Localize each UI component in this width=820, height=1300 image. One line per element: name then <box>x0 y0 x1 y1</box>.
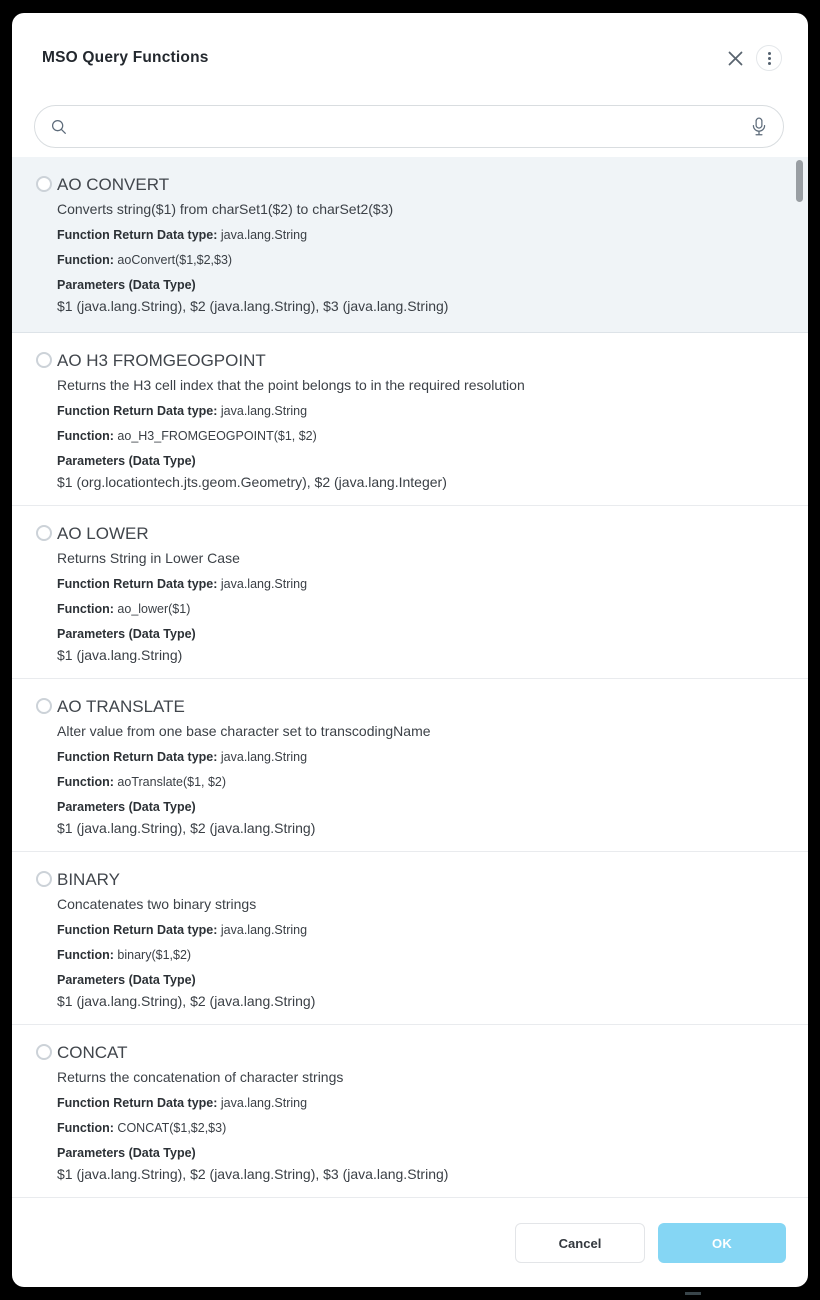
function-radio-button[interactable] <box>36 698 52 714</box>
search-bar <box>34 105 784 148</box>
function-signature-value: aoTranslate($1, $2) <box>117 775 227 789</box>
function-signature-value: aoConvert($1,$2,$3) <box>117 253 233 267</box>
function-signature-row <box>57 252 768 269</box>
parameters-value: $1 (java.lang.String), $2 (java.lang.String) <box>57 820 316 836</box>
close-button[interactable] <box>724 47 746 69</box>
function-return-type-row <box>57 576 768 593</box>
function-name: AO CONVERT <box>57 175 170 194</box>
vertical-dots-icon <box>768 52 771 65</box>
function-label: Function: <box>57 429 114 443</box>
function-return-type-row <box>57 749 768 766</box>
function-description: Returns the H3 cell index that the point belongs to in the required resolution <box>57 377 525 393</box>
function-name: CONCAT <box>57 1043 128 1062</box>
scrollbar-thumb[interactable] <box>796 160 803 202</box>
background-dash <box>685 1292 701 1295</box>
function-radio-button[interactable] <box>36 352 52 368</box>
function-return-type-row <box>57 1095 768 1112</box>
function-signature-row <box>57 774 768 791</box>
function-list-item[interactable] <box>12 679 808 852</box>
function-return-type-row <box>57 403 768 420</box>
function-name: AO TRANSLATE <box>57 697 185 716</box>
mso-query-functions-dialog <box>12 13 808 1287</box>
function-signature-value: ao_H3_FROMGEOGPOINT($1, $2) <box>117 429 317 443</box>
ok-button[interactable]: OK <box>658 1223 786 1263</box>
function-radio-button[interactable] <box>36 525 52 541</box>
function-list-item[interactable] <box>12 506 808 679</box>
parameters-value: $1 (java.lang.String), $2 (java.lang.String) <box>57 993 316 1009</box>
parameters-label: Parameters (Data Type) <box>57 800 196 814</box>
return-type-label: Function Return Data type: <box>57 923 218 937</box>
parameters-label: Parameters (Data Type) <box>57 1146 196 1160</box>
parameters-label: Parameters (Data Type) <box>57 278 196 292</box>
parameters-value: $1 (java.lang.String), $2 (java.lang.String), $3 (java.lang.String) <box>57 1166 449 1182</box>
function-description: Returns String in Lower Case <box>57 550 240 566</box>
function-radio-button[interactable] <box>36 1044 52 1060</box>
function-signature-value: CONCAT($1,$2,$3) <box>117 1121 227 1135</box>
dialog-title: MSO Query Functions <box>42 49 209 66</box>
function-radio-button[interactable] <box>36 871 52 887</box>
return-type-label: Function Return Data type: <box>57 577 218 591</box>
function-signature-row <box>57 428 768 445</box>
function-return-type-row <box>57 227 768 244</box>
function-description: Converts string($1) from charSet1($2) to charSet2($3) <box>57 201 394 217</box>
return-type-label: Function Return Data type: <box>57 404 218 418</box>
return-type-label: Function Return Data type: <box>57 1096 218 1110</box>
function-list <box>12 157 808 1223</box>
parameters-label: Parameters (Data Type) <box>57 454 196 468</box>
parameters-label: Parameters (Data Type) <box>57 973 196 987</box>
dialog-header <box>12 13 808 71</box>
return-type-value: java.lang.String <box>220 404 308 418</box>
function-label: Function: <box>57 1121 114 1135</box>
return-type-label: Function Return Data type: <box>57 750 218 764</box>
function-description: Concatenates two binary strings <box>57 896 257 912</box>
function-signature-row <box>57 947 768 964</box>
function-description: Alter value from one base character set to transcodingName <box>57 723 431 739</box>
function-name: AO H3 FROMGEOGPOINT <box>57 351 266 370</box>
return-type-label: Function Return Data type: <box>57 228 218 242</box>
function-return-type-row <box>57 922 768 939</box>
return-type-value: java.lang.String <box>220 577 308 591</box>
function-list-item[interactable] <box>12 333 808 506</box>
function-label: Function: <box>57 948 114 962</box>
function-label: Function: <box>57 775 114 789</box>
function-radio-button[interactable] <box>36 176 52 192</box>
voice-search-button[interactable] <box>750 117 768 137</box>
return-type-value: java.lang.String <box>220 228 308 242</box>
close-icon <box>727 50 744 67</box>
more-options-button[interactable] <box>756 45 782 71</box>
parameters-value: $1 (java.lang.String) <box>57 647 183 663</box>
search-input[interactable] <box>77 118 741 136</box>
dialog-footer <box>12 1223 808 1287</box>
function-name: BINARY <box>57 870 120 889</box>
function-signature-row <box>57 601 768 618</box>
return-type-value: java.lang.String <box>220 923 308 937</box>
function-label: Function: <box>57 253 114 267</box>
function-list-item[interactable] <box>12 852 808 1025</box>
parameters-value: $1 (java.lang.String), $2 (java.lang.String), $3 (java.lang.String) <box>57 298 449 314</box>
header-actions <box>724 45 782 71</box>
microphone-icon <box>750 117 768 137</box>
parameters-label: Parameters (Data Type) <box>57 627 196 641</box>
function-signature-value: binary($1,$2) <box>117 948 192 962</box>
search-icon <box>50 118 68 136</box>
function-signature-row <box>57 1120 768 1137</box>
return-type-value: java.lang.String <box>220 750 308 764</box>
function-name: AO LOWER <box>57 524 149 543</box>
function-list-item[interactable] <box>12 1025 808 1198</box>
parameters-value: $1 (org.locationtech.jts.geom.Geometry), $2 (java.lang.Integer) <box>57 474 447 490</box>
function-description: Returns the concatenation of character strings <box>57 1069 344 1085</box>
cancel-button[interactable]: Cancel <box>515 1223 645 1263</box>
return-type-value: java.lang.String <box>220 1096 308 1110</box>
function-signature-value: ao_lower($1) <box>117 602 191 616</box>
function-list-item[interactable] <box>12 157 808 333</box>
function-label: Function: <box>57 602 114 616</box>
